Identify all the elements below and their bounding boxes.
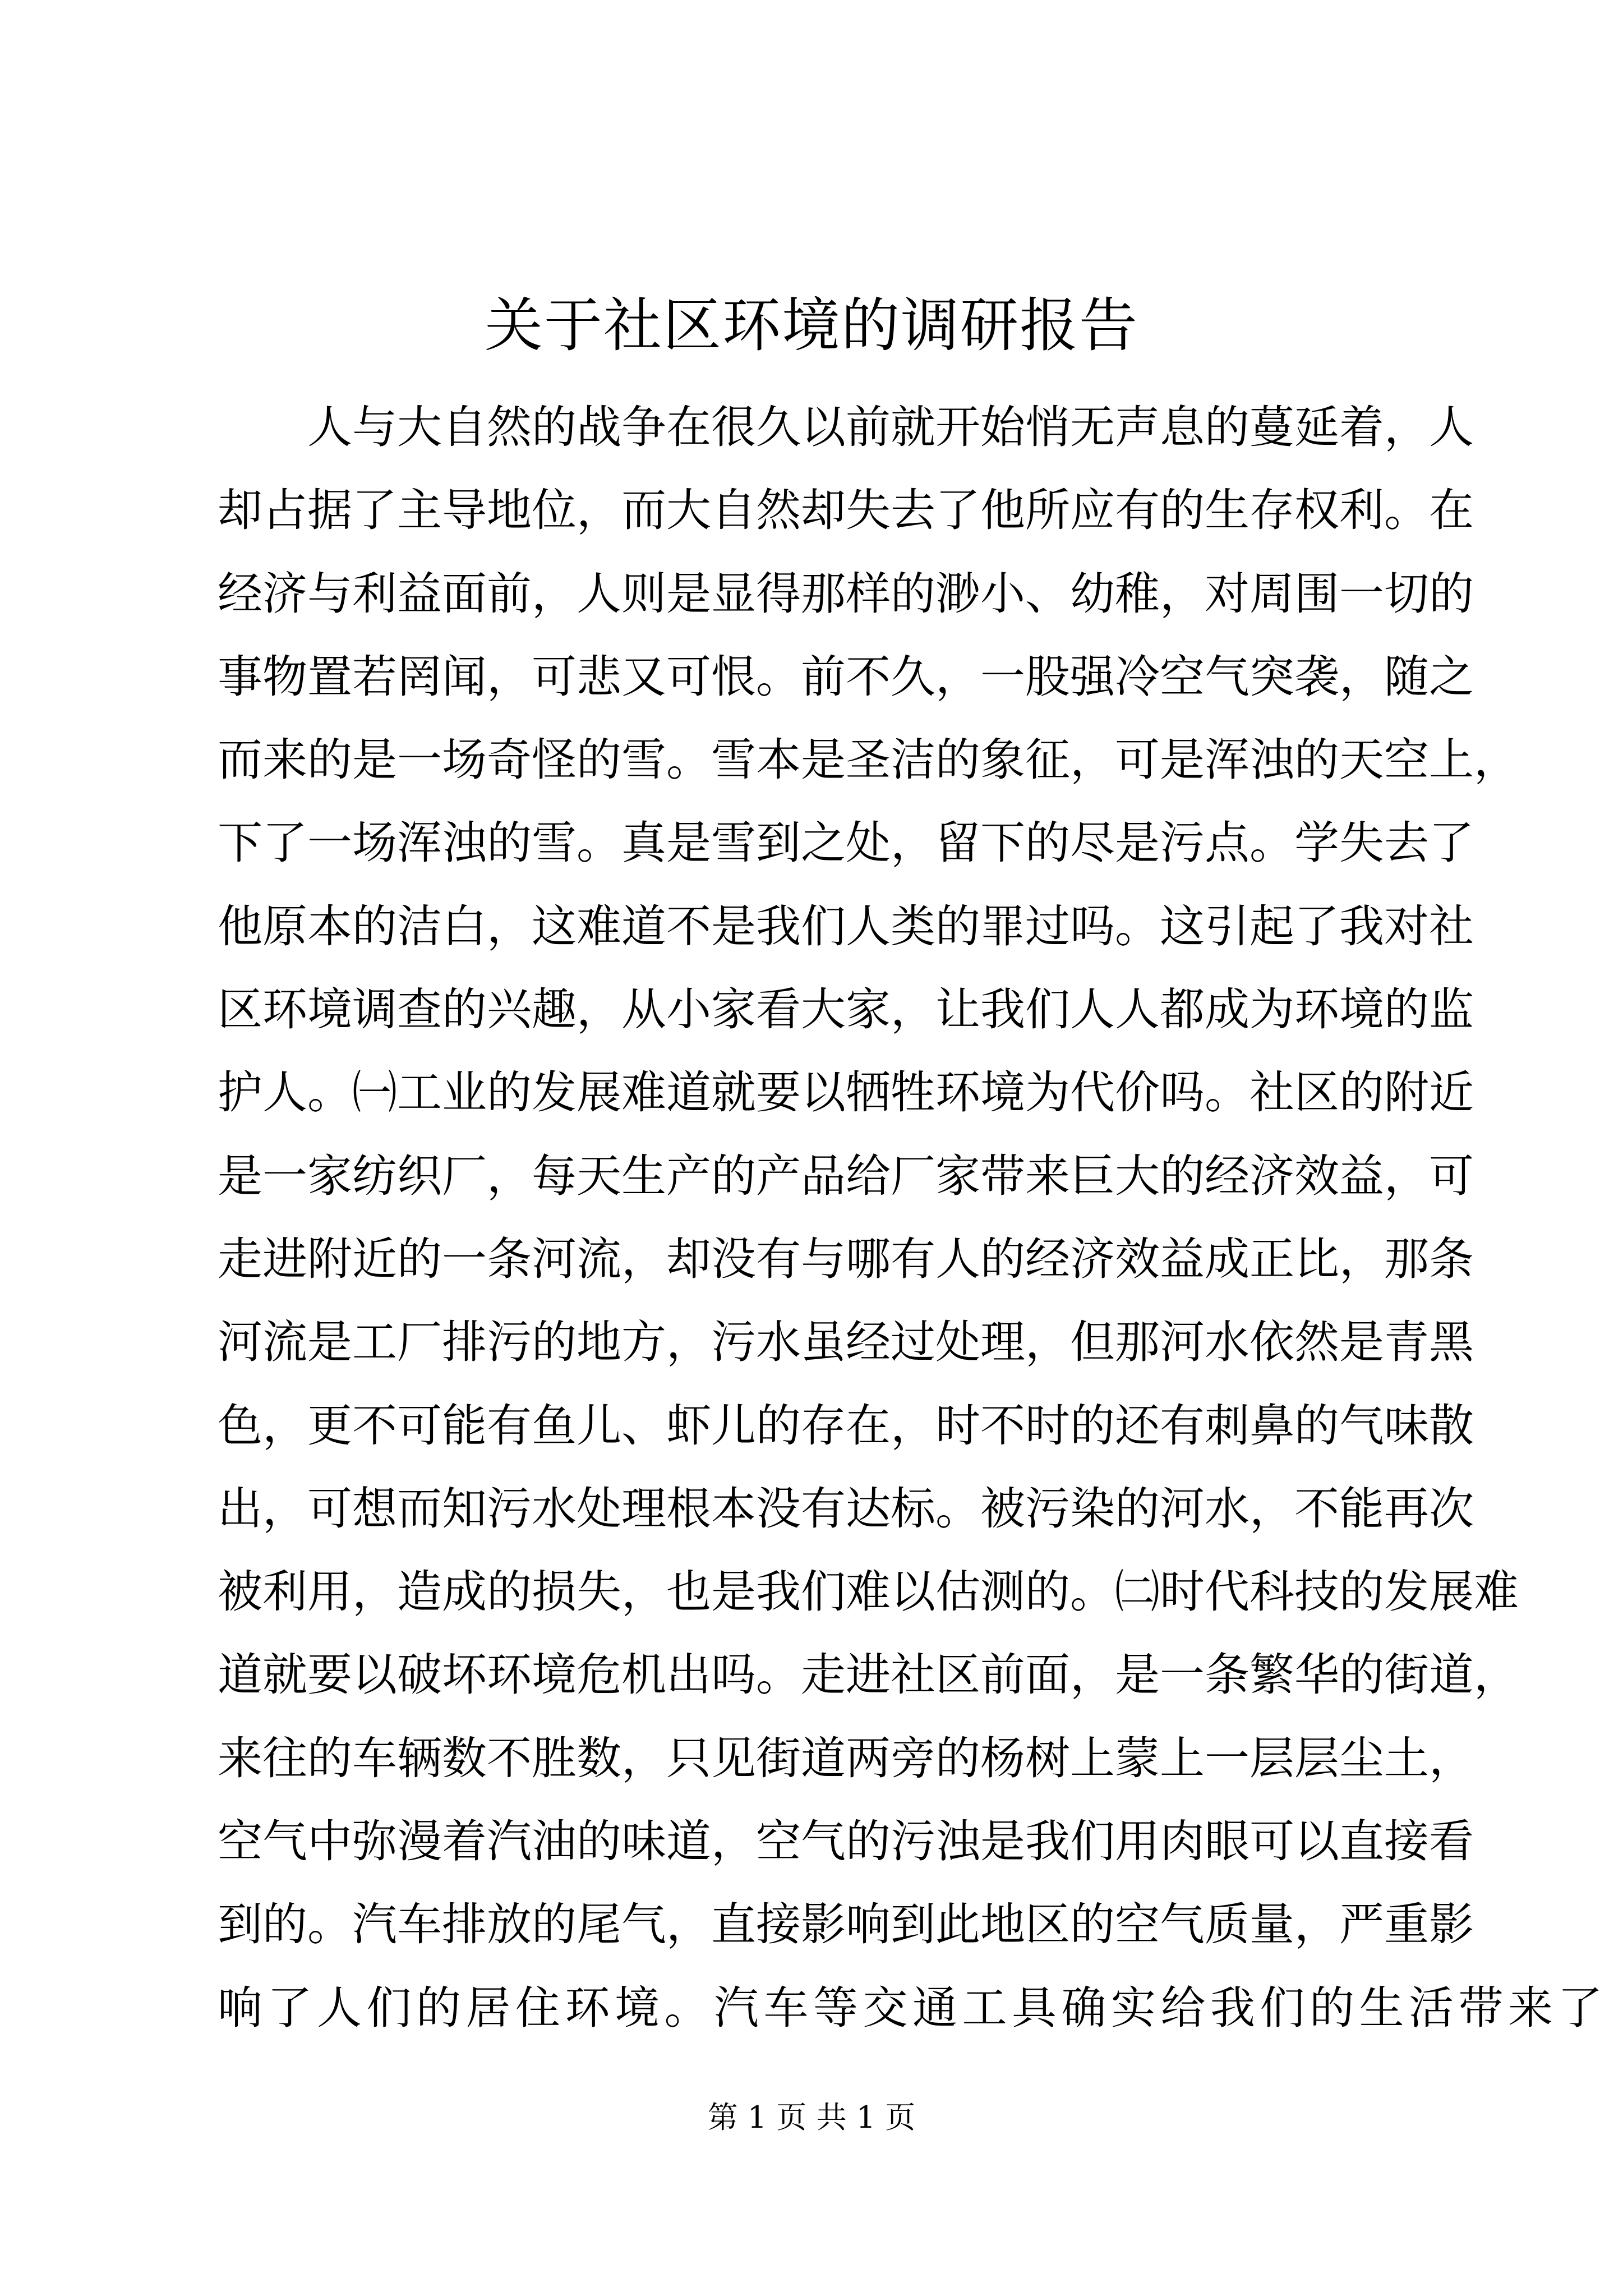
body-line: 他原本的洁白，这难道不是我们人类的罪过吗。这引起了我对社 (218, 900, 1474, 953)
body-line: 响了人们的居住环境。汽车等交通工具确实给我们的生活带来了 (218, 1981, 1607, 2034)
body-line: 人与大自然的战争在很久以前就开始悄无声息的蔓延着，人 (307, 401, 1474, 453)
document-title: 关于社区环境的调研报告 (484, 291, 1138, 360)
body-line: 道就要以破坏环境危机出吗。走进社区前面，是一条繁华的街道， (218, 1649, 1519, 1701)
body-line: 却占据了主导地位，而大自然却失去了他所应有的生存权利。在 (218, 484, 1474, 537)
body-line: 区环境调查的兴趣，从小家看大家，让我们人人都成为环境的监 (218, 983, 1474, 1036)
body-line: 经济与利益面前，人则是显得那样的渺小、幼稚，对周围一切的 (218, 567, 1474, 620)
body-line: 而来的是一场奇怪的雪。雪本是圣洁的象征，可是浑浊的天空上， (218, 734, 1519, 786)
body-line: 事物置若罔闻，可悲又可恨。前不久，一股强冷空气突袭，随之 (218, 650, 1474, 703)
page-number-footer: 第 1 页 共 1 页 (707, 2100, 916, 2135)
document-body (218, 386, 1607, 2050)
body-line: 来往的车辆数不胜数，只见街道两旁的杨树上蒙上一层层尘土， (218, 1732, 1474, 1784)
body-line: 色，更不可能有鱼儿、虾儿的存在，时不时的还有刺鼻的气味散 (218, 1399, 1474, 1452)
body-line: 出，可想而知污水处理根本没有达标。被污染的河水，不能再次 (218, 1482, 1474, 1535)
body-line: 空气中弥漫着汽油的味道，空气的污浊是我们用肉眼可以直接看 (218, 1815, 1474, 1868)
body-line: 下了一场浑浊的雪。真是雪到之处，留下的尽是污点。学失去了 (218, 817, 1474, 869)
body-line: 河流是工厂排污的地方，污水虽经过处理，但那河水依然是青黑 (218, 1316, 1474, 1369)
body-line: 是一家纺织厂，每天生产的产品给厂家带来巨大的经济效益，可 (218, 1149, 1474, 1202)
body-line: 被利用，造成的损失，也是我们难以估测的。㈡时代科技的发展难 (218, 1566, 1519, 1618)
body-line: 护人。㈠工业的发展难道就要以牺牲环境为代价吗。社区的附近 (218, 1066, 1474, 1119)
body-line: 到的。汽车排放的尾气，直接影响到此地区的空气质量，严重影 (218, 1898, 1474, 1951)
body-line: 走进附近的一条河流，却没有与哪有人的经济效益成正比，那条 (218, 1232, 1474, 1285)
